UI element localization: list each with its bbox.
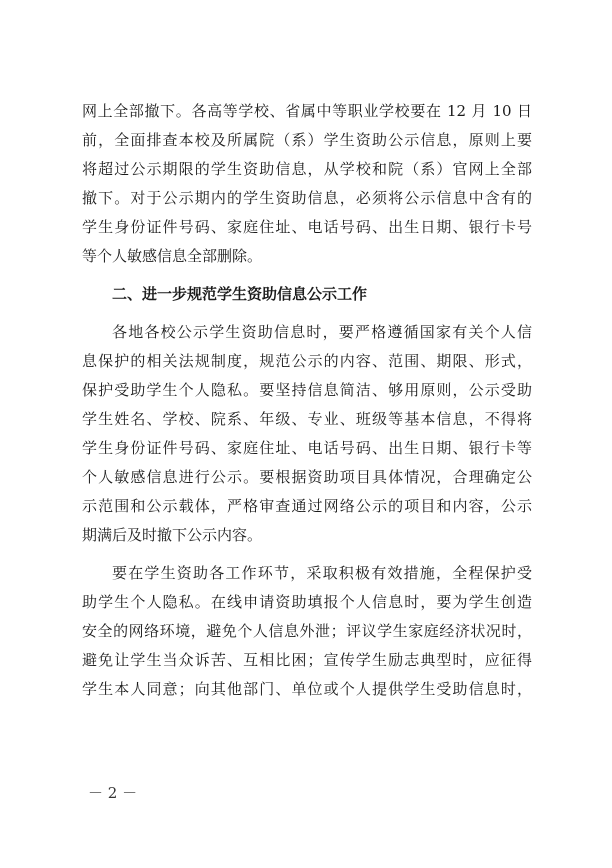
text-line: 示范围和公示载体，严格审查通过网络公示的项目和内容，公示 [82,497,532,515]
text-line: 避免让学生当众诉苦、互相比困；宣传学生励志典型时，应征得 [82,651,532,669]
page-number: － 2 － [88,784,138,802]
text-line: 学生本人同意；向其他部门、单位或个人提供学生受助信息时， [82,680,532,698]
text-line: 保护受助学生个人隐私。要坚持信息简洁、够用原则，公示受助 [82,381,532,399]
text-line: 各地各校公示学生资助信息时，要严格遵循国家有关个人信 [112,323,532,341]
text-line: 个人敏感信息进行公示。要根据资助项目具体情况，合理确定公 [82,468,532,486]
text-line: 助学生个人隐私。在线申请资助填报个人信息时，要为学生创造 [82,593,532,611]
text-line: 学生身份证件号码、家庭住址、电话号码、出生日期、银行卡等 [82,439,532,457]
text-line: 期满后及时撤下公示内容。 [82,526,263,544]
text-line: 等个人敏感信息全部删除。 [82,247,263,265]
paragraph-3 [82,559,532,704]
text-line: 前，全面排查本校及所属院（系）学生资助公示信息，原则上要 [82,131,532,149]
text-line: 撤下。对于公示期内的学生资助信息，必须将公示信息中含有的 [82,189,532,207]
text-line: 学生姓名、学校、院系、年级、专业、班级等基本信息，不得将 [82,410,532,428]
text-line: 将超过公示期限的学生资助信息，从学校和院（系）官网上全部 [82,160,532,178]
paragraph-1 [82,97,532,271]
text-line: 息保护的相关法规制度，规范公示的内容、范围、期限、形式， [82,352,532,370]
text-line: 学生身份证件号码、家庭住址、电话号码、出生日期、银行卡号 [82,218,532,236]
paragraph-2 [82,318,532,550]
section-heading: 二、进一步规范学生资助信息公示工作 [112,285,368,303]
text-line: 安全的网络环境，避免个人信息外泄；评议学生家庭经济状况时， [82,622,532,640]
document-body [82,97,532,704]
text-line: 网上全部撤下。各高等学校、省属中等职业学校要在 12 月 10 日 [82,102,532,120]
text-line: 要在学生资助各工作环节，采取积极有效措施，全程保护受 [112,564,532,582]
